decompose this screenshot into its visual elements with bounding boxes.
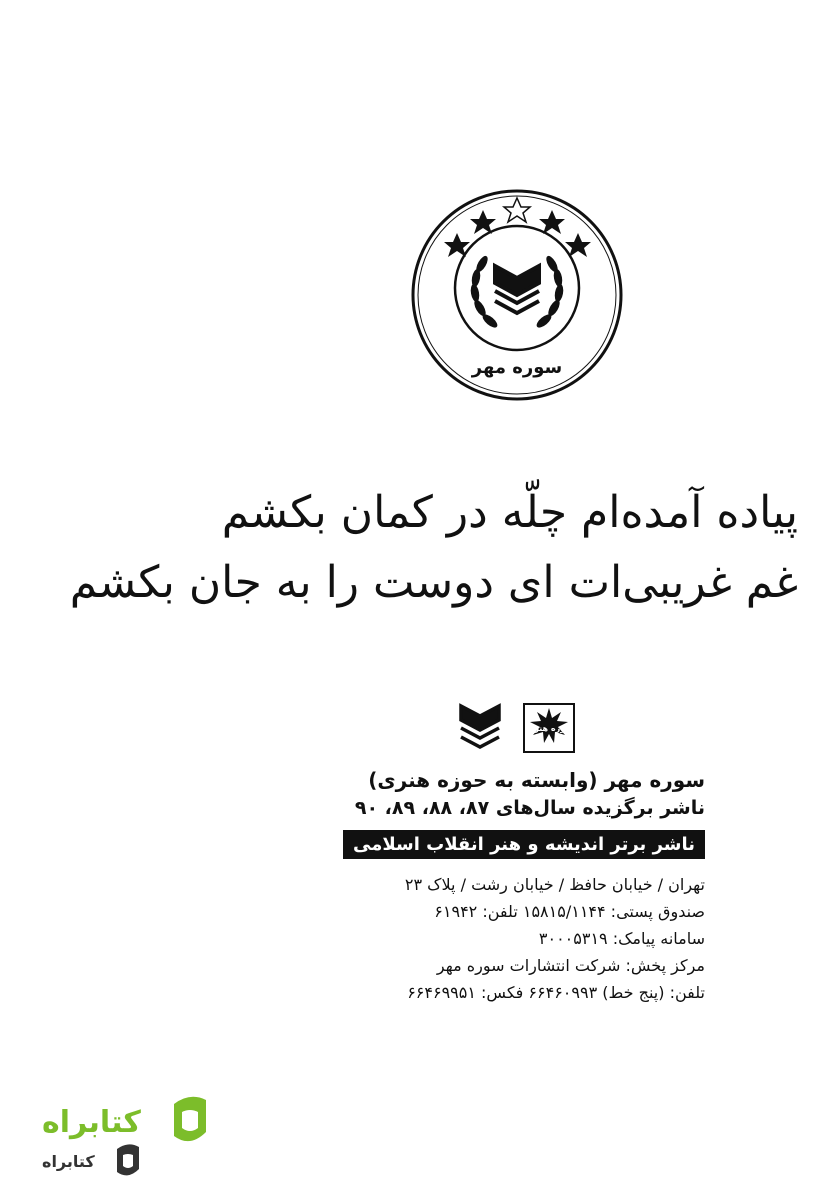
- publisher-award: ناشر برگزیده سال‌های ۸۷، ۸۸، ۸۹، ۹۰: [354, 797, 705, 819]
- address-line: تهران / خیابان حافظ / خیابان رشت / پلاک ۲۳: [404, 875, 705, 894]
- book-emblem-icon: [495, 266, 539, 313]
- seal-ring-left-text: [410, 188, 415, 191]
- publisher-name: سوره مهر (وابسته به حوزه هنری): [368, 768, 705, 792]
- publisher-seal: [410, 188, 625, 403]
- ketabrah-logo-icon: [170, 1090, 210, 1150]
- publisher-info: [325, 766, 705, 1006]
- hozeh-honari-logo-icon: [524, 704, 574, 752]
- svg-text:ناشر برگزیده کشور: [410, 188, 415, 191]
- contact-block: [325, 871, 705, 1006]
- svg-text:چهار دوره: [410, 188, 413, 191]
- poem: [69, 478, 798, 618]
- ketabrah-small-logo-icon: [114, 1140, 142, 1180]
- seal-name: سوره مهر: [471, 357, 563, 378]
- sooreh-mehr-logo-icon: [461, 706, 499, 747]
- publisher-logos: [458, 700, 578, 756]
- ketabrah-watermark: [42, 1090, 212, 1185]
- poem-line-2: غم غریبی‌ات ای دوست را به جان بکشم: [69, 557, 798, 608]
- hozeh-honari-logo-text: حوزه هنری: [526, 724, 572, 733]
- po-box-line: صندوق پستی: ۱۵۸۱۵/۱۱۴۴ تلفن: ۶۱۹۴۲: [434, 902, 705, 921]
- distribution-line: مرکز پخش: شرکت انتشارات سوره مهر: [436, 956, 705, 975]
- publisher-banner: ناشر برتر اندیشه و هنر انقلاب اسلامی: [343, 830, 705, 859]
- watermark-text-small: کتابراه: [42, 1152, 95, 1171]
- sms-line: سامانه پیامک: ۳۰۰۰۵۳۱۹: [538, 929, 705, 948]
- seal-ring-right-text: [410, 188, 413, 191]
- poem-line-1: پیاده آمده‌ام چلّه در کمان بکشم: [221, 487, 798, 538]
- watermark-text-large: کتابراه: [42, 1105, 141, 1140]
- phone-fax-line: تلفن: (پنج خط) ۶۶۴۶۰۹۹۳ فکس: ۶۶۴۶۹۹۵۱: [407, 983, 705, 1002]
